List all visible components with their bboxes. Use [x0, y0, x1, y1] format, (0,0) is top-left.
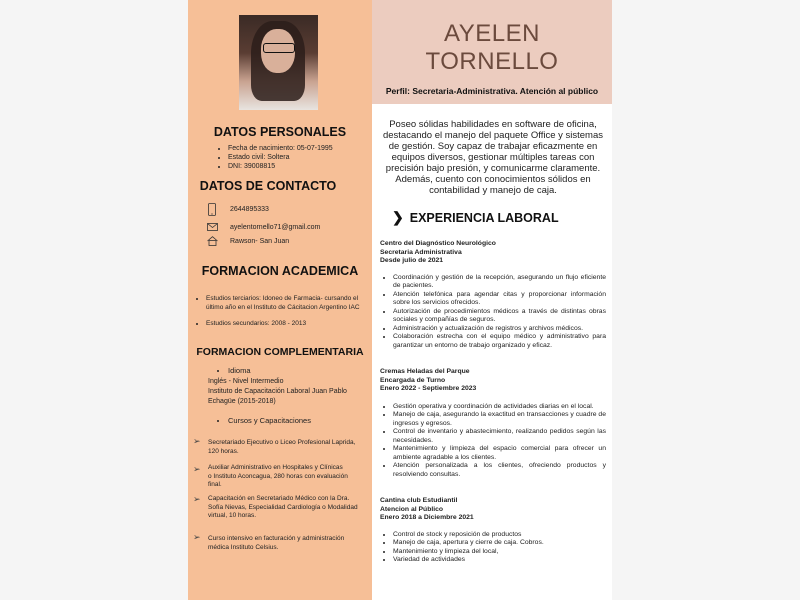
send-arrow-icon: ➢	[193, 436, 201, 446]
list-item: • Fecha de nacimiento: 05-07-1995	[228, 144, 378, 153]
curso-item: Curso intensivo en facturación y administración médica Instituto Celsius.	[208, 535, 345, 551]
datos-personales-list	[218, 144, 378, 171]
list-item: • Estudios terciarios: Idoneo de Farmacia- cursando el último año en el Instituto de Cácitacion Argentino IAC	[206, 295, 376, 312]
curso-item: Secretariado Ejecutivo o Liceo Profesional Laprida, 120 horas.	[208, 439, 356, 455]
list-item: • Estudios secundarios: 2008 - 2013	[206, 320, 376, 329]
chevron-right-icon: ❯	[392, 209, 404, 225]
list-item: • Manejo de caja, asegurando la exactitud en transacciones y cuadre de ingresos y egresos.	[393, 411, 606, 428]
profile-summary: Poseo sólidas habilidades en software de oficina, destacando el manejo del paquete Office y sistemas de gestión. Soy capaz de trabajar eficazmente en equipos diversos, gestionar múltiples tareas con precisión bajo presión, y comunicarme claramente. Además, cuento con conocimientos sólidos en contabilidad y manejo de caja.	[382, 119, 604, 196]
list-item: • Atención personalizada a los clientes, ofreciendo productos y resolviendo consultas.	[393, 462, 606, 479]
job-entry: Cantina club Estudiantil Atencion al Público Enero 2018 a Diciembre 2021 • Control de stock y reposición de productos • Manejo de caja, apertura y cierre de caja. Cobros. • Mantenimiento y limpieza del local, • Variedad de actividades	[380, 497, 606, 565]
list-item: • Variedad de actividades	[393, 556, 606, 565]
left-column	[188, 0, 372, 600]
list-item: • Mantenimiento y limpieza del espacio comercial para ofrecer un ambiente agradable a los clientes.	[393, 445, 606, 462]
contact-address: Rawson- San Juan	[206, 235, 289, 247]
full-name: AYELEN TORNELLO	[425, 20, 559, 75]
list-item: • Administración y actualización de registros y archivos médicos.	[393, 325, 606, 334]
send-arrow-icon: ➢	[193, 532, 201, 542]
list-item: • Control de stock y reposición de productos	[393, 531, 606, 540]
job-entry: Centro del Diagnóstico Neurológico Secretaria Administrativa Desde julio de 2021 • Coordinación y gestión de la recepción, asegurando un flujo eficiente de pacientes. • Atención telefónica para agendar citas y proporcionar información sobre los servicios ofrecidos. • Autorización de procedimientos médicos a través de distintas obras sociales y compañías de seguros. • Administración y actualización de registros y archivos médicos. • Colaboración estrecha con el equipo médico y administrativo para garantizar un entorno de trabajo organizado y eficaz.	[380, 240, 606, 350]
curso-item: Capacitación en Secretariado Médico con la Dra. Sofía Nievas, Especialidad Cardiología o Modalidad virtual, 10 horas.	[208, 495, 358, 519]
curso-item: Auxiliar Administrativo en Hospitales y Clínicas o Instituto Aconcagua, 280 horas con evaluación final.	[208, 464, 348, 488]
list-item: • Atención telefónica para agendar citas y proporcionar información sobre los servicios ofrecidos.	[393, 291, 606, 308]
contacto-title: DATOS DE CONTACTO	[199, 179, 337, 193]
right-column	[372, 0, 612, 600]
job-tasks	[380, 274, 606, 351]
list-item: • Manejo de caja, apertura y cierre de caja. Cobros.	[393, 539, 606, 548]
profile-photo	[239, 15, 318, 110]
send-arrow-icon: ➢	[193, 494, 201, 504]
formacion-title: FORMACION ACADEMICA	[201, 264, 359, 278]
phone-icon	[206, 203, 218, 215]
job-tasks	[380, 403, 606, 480]
list-item: • Colaboración estrecha con el equipo médico y administrativo para garantizar un entorno de trabajo organizado y eficaz.	[393, 333, 606, 350]
cursos-label: • Cursos y Capacitaciones	[228, 416, 311, 425]
idioma-label-list	[218, 366, 251, 375]
experiencia-title: ❯ EXPERIENCIA LABORAL	[392, 209, 559, 225]
list-item: • Autorización de procedimientos médicos a través de distintas obras sociales y compañías de seguros.	[393, 308, 606, 325]
name-header	[372, 0, 612, 104]
contact-phone: 2644895333	[206, 203, 269, 215]
list-item: • Control de inventario y abastecimiento, realizando pedidos según las necesidades.	[393, 428, 606, 445]
idioma-label: • Idioma	[228, 366, 251, 375]
contact-email[interactable]: ayelentornello71@gmail.com	[206, 221, 320, 233]
send-arrow-icon: ➢	[193, 464, 201, 474]
datos-personales-title: DATOS PERSONALES	[213, 125, 347, 139]
list-item: • Estado civil: Soltera	[228, 153, 378, 162]
resume-page	[188, 0, 612, 600]
complementaria-title: FORMACION COMPLEMENTARIA	[196, 346, 364, 358]
list-item: • Gestión operativa y coordinación de actividades diarias en el local.	[393, 403, 606, 412]
cursos-label-list	[218, 416, 311, 425]
list-item: • Mantenimiento y limpieza del local,	[393, 548, 606, 557]
idioma-details: Inglés - Nivel Intermedio Instituto de Capacitación Laboral Juan Pablo Echagüe (2015-2018)	[208, 378, 347, 405]
home-icon	[206, 235, 218, 247]
formacion-list	[196, 295, 376, 329]
perfil-line: Perfil: Secretaria-Administrativa. Atención al público	[385, 86, 599, 96]
job-entry: Cremas Heladas del Parque Encargada de Turno Enero 2022 - Septiembre 2023 • Gestión operativa y coordinación de actividades diarias en el local. • Manejo de caja, asegurando la exactitud en transacciones y cuadre de ingresos y egresos. • Control de inventario y abastecimiento, realizando pedidos según las necesidades. • Mantenimiento y limpieza del espacio comercial para ofrecer un ambiente agradable a los clientes. • Atención personalizada a los clientes, ofreciendo productos y resolviendo consultas.	[380, 368, 606, 479]
envelope-icon	[206, 221, 218, 233]
job-tasks	[380, 531, 606, 565]
list-item: • Coordinación y gestión de la recepción, asegurando un flujo eficiente de pacientes.	[393, 274, 606, 291]
list-item: • DNI: 39008815	[228, 162, 378, 171]
